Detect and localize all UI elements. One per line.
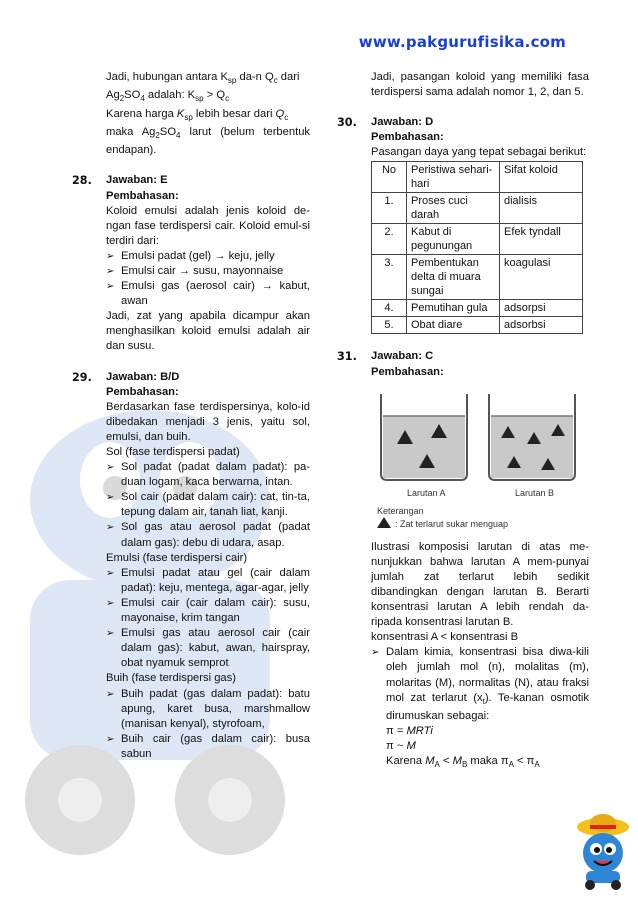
table-header: Peristiwa sehari-hari <box>407 162 500 193</box>
list-item: ➢ Sol gas atau aerosol padat (padat dalam gas): debu di udara, asap. <box>106 521 310 549</box>
arrow-bullet-icon: ➢ <box>106 492 115 504</box>
table-cell: Obat diare <box>407 317 500 334</box>
site-url[interactable]: www.pakgurufisika.com <box>358 33 566 51</box>
legend-triangle-icon <box>377 517 391 528</box>
table-row <box>372 317 583 334</box>
left-column <box>72 70 311 762</box>
intro-line-3: Karena harga $K_{sp}$ lebih besar dari $Q_c$ <box>106 107 289 122</box>
buih-list <box>106 687 310 762</box>
sol-title: Sol (fase terdispersi padat) <box>106 446 240 458</box>
keterangan-label: Keterangan <box>377 505 424 516</box>
formula-2: π ~ M <box>386 740 416 753</box>
formula-1: π = MRTi <box>386 725 433 738</box>
arrow-bullet-icon: ➢ <box>106 462 115 474</box>
answer: Jawaban: B/D <box>106 370 180 383</box>
list-item: ➢ Dalam kimia, konsentrasi bisa diwa-kili oleh jumlah mol (n), molalitas (m), molaritas (M), normalitas (N), atau fraksi mol zat terlarut $(x_t)$. Te-kanan osmotik dirumuskan sebagai: π = MRTi π ~ M Karena $M_A < M_B$ maka $\pi_A < \pi_A$ <box>371 645 589 772</box>
table-cell: 3. <box>372 255 407 300</box>
bullet-list <box>106 249 310 309</box>
list-item: ➢ Emulsi cair → susu, mayonnaise <box>106 264 310 279</box>
bullet-list <box>371 645 589 772</box>
answer: Jawaban: E <box>106 174 168 187</box>
solution-b <box>491 416 573 478</box>
table-row <box>372 255 583 300</box>
pembahasan-label: Pembahasan: <box>371 365 444 378</box>
explanation-text: Koloid emulsi adalah jenis koloid de-ngan fase terdispersi cair. Koloid emul-si terdiri dari: <box>106 204 310 247</box>
list-item: ➢ Emulsi gas atau aerosol cair (cair dalam gas): kabut, awan, hairspray, obat nyamuk semprot <box>106 627 310 670</box>
pembahasan-label: Pembahasan: <box>106 189 179 202</box>
table-header-row <box>372 162 583 193</box>
beaker-figure <box>375 386 585 536</box>
list-item: ➢ Buih cair (gas dalam cair): busa sabun <box>106 732 310 760</box>
table-cell: koagulasi <box>500 255 583 300</box>
arrow-bullet-icon: ➢ <box>371 647 380 659</box>
arrow-bullet-icon: ➢ <box>106 733 115 745</box>
question-number: 30. <box>337 116 357 130</box>
arrow-bullet-icon: ➢ <box>106 597 115 609</box>
list-item: ➢ Emulsi cair (cair dalam cair): susu, mayonaise, krim tangan <box>106 596 310 625</box>
arrow-bullet-icon: ➢ <box>106 567 115 579</box>
legend-text: : Zat terlarut sukar menguap <box>395 518 509 529</box>
question-number: 31. <box>337 350 357 364</box>
table-cell: adsorpsi <box>500 300 583 317</box>
table-row <box>372 224 583 255</box>
sol-list <box>106 460 310 551</box>
list-item: ➢ Emulsi padat atau gel (cair dalam padat): keju, mentega, agar-agar, jelly <box>106 566 310 594</box>
intro-text: Jadi, pasangan koloid yang memiliki fasa terdispersi sama adalah nomor 1, 2, dan 5. <box>371 71 589 99</box>
list-item: ➢ Sol padat (padat dalam padat): pa-duan logam, kaca berwarna, intan. <box>106 461 310 489</box>
conclusion-text: Jadi, zat yang apabila dicampur akan menghasilkan koloid emulsi adalah air dan susu. <box>106 310 310 353</box>
label-larutan-a: Larutan A <box>407 487 446 498</box>
question-number: 29. <box>72 370 92 384</box>
table-cell: 1. <box>372 193 407 224</box>
list-item: ➢ Emulsi gas (aerosol cair) → kabut, awan <box>106 280 310 308</box>
question-30 <box>337 115 589 334</box>
table-header: No <box>372 162 407 193</box>
pembahasan-label: Pembahasan: <box>106 385 179 398</box>
table-cell: 4. <box>372 300 407 317</box>
explanation-text: Pasangan daya yang tepat sebagai berikut: <box>371 146 587 159</box>
question-28 <box>72 173 310 354</box>
list-item: ➢ Emulsi padat (gel) → keju, jelly <box>106 249 310 264</box>
concentration-compare: konsentrasi A < konsentrasi B <box>371 631 519 644</box>
solution-a <box>383 416 465 478</box>
pembahasan-label: Pembahasan: <box>371 131 444 144</box>
table-cell: Proses cuci darah <box>407 193 500 224</box>
answer: Jawaban: C <box>371 350 434 363</box>
beaker-diagram <box>375 386 585 536</box>
arrow-bullet-icon: ➢ <box>106 628 115 640</box>
table-header: Sifat koloid <box>500 162 583 193</box>
table-cell: dialisis <box>500 193 583 224</box>
table-row <box>372 300 583 317</box>
koloid-table <box>371 161 583 334</box>
buih-title: Buih (fase terdispersi gas) <box>106 672 236 685</box>
list-item: ➢ Buih padat (gas dalam padat): batu apung, karet busa, marshmallow (manisan kenyal), styrofoam, <box>106 687 310 730</box>
intro-line-4: maka $Ag_2SO_4$ larut (belum terbentuk endapan). <box>106 125 311 157</box>
explanation-text: Ilustrasi komposisi larutan di atas me-nunjukkan bahwa larutan A mem-punyai jumlah zat terlarut lebih sedikit dibandingkan dengan larutan B. Berarti konsentrasi larutan A lebih rendah da-ripada konsentrasi larutan B. <box>371 540 589 629</box>
label-larutan-b: Larutan B <box>515 487 555 498</box>
intro-line-2: $Ag_2SO_4$ adalah: $K_{sp} > Q_c$ <box>106 89 230 104</box>
arrow-bullet-icon: ➢ <box>106 522 115 534</box>
arrow-bullet-icon: ➢ <box>106 265 115 277</box>
question-31 <box>337 349 589 772</box>
table-cell: Pembentukan delta di muara sungai <box>407 255 500 300</box>
intro-line-1: Jadi, hubungan antara $K_{sp}$ da-n $Q_c$ dari <box>106 71 300 86</box>
emulsi-list <box>106 566 310 672</box>
formula-3: Karena $M_A < M_B$ maka $\pi_A < \pi_A$ <box>386 755 540 770</box>
question-number: 28. <box>72 174 92 188</box>
table-cell: 5. <box>372 317 407 334</box>
table-row <box>372 193 583 224</box>
explanation-text: Berdasarkan fase terdispersinya, kolo-id dibedakan menjadi 3 jenis, yaitu sol, emulsi, dan buih. <box>106 400 310 443</box>
right-column <box>337 70 589 773</box>
arrow-bullet-icon: ➢ <box>106 688 115 700</box>
table-cell: Kabut di pegunungan <box>407 224 500 255</box>
arrow-bullet-icon: ➢ <box>106 281 115 293</box>
mascot-logo <box>574 813 632 891</box>
table-cell: Pemutihan gula <box>407 300 500 317</box>
arrow-bullet-icon: ➢ <box>106 250 115 262</box>
question-29 <box>72 370 310 762</box>
list-item: ➢ Sol cair (padat dalam cair): cat, tin-ta, tepung dalam air, tanah liat, kanji. <box>106 491 310 519</box>
table-cell: adsorbsi <box>500 317 583 334</box>
table-cell: 2. <box>372 224 407 255</box>
emulsi-title: Emulsi (fase terdispersi cair) <box>106 551 248 564</box>
answer: Jawaban: D <box>371 116 434 129</box>
table-cell: Efek tyndall <box>500 224 583 255</box>
